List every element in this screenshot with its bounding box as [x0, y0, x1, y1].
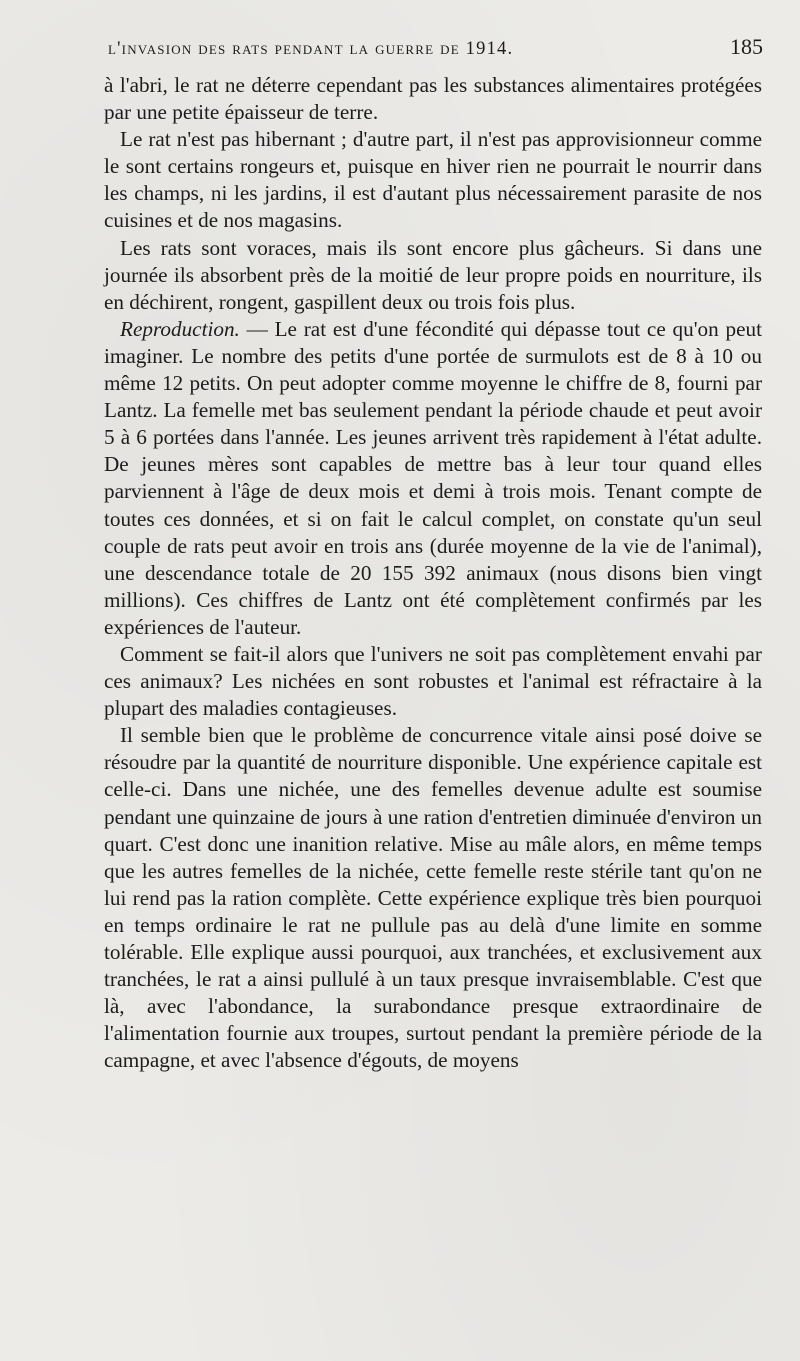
paragraph-hibernation: Le rat n'est pas hibernant ; d'autre part, il n'est pas approvisionneur comme le sont certains rongeurs et, puisque en hiver rien ne pourrait le nourrir dans les champs, ni les jardins, il est d'autant plus nécessairement parasite de nos cuisines et de nos magasins.: [104, 127, 762, 233]
paragraph-reproduction: [104, 316, 762, 641]
paragraph-continuation: à l'abri, le rat ne déterre cependant pas les substances alimentaires protégées par une petite épaisseur de terre.: [104, 73, 762, 125]
running-head: [108, 34, 763, 60]
section-lead-in-reproduction: Reproduction.: [120, 316, 240, 341]
body-text: [104, 72, 762, 1074]
running-title: l'invasion des rats pendant la guerre de 1914.: [108, 39, 514, 59]
paragraph-question: Comment se fait-il alors que l'univers ne soit pas complètement envahi par ces animaux? Les nichées en sont robustes et l'animal est réfractaire à la plupart des maladies contagieuses.: [104, 641, 762, 721]
reproduction-text: — Le rat est d'une fécondité qui dépasse tout ce qu'on peut imaginer. Le nombre des petits d'une portée de surmulots est de 8 à 10 ou même 12 petits. On peut adopter comme moyenne le chiffre de 8, fourni par Lantz. La femelle met bas seulement pendant la période chaude et peut avoir 5 à 6 portées dans l'année. Les jeunes arrivent très rapidement à l'état adulte. De jeunes mères sont capables de mettre bas à leur tour quand elles parviennent à l'âge de deux mois et demi à trois mois. Tenant compte de toutes ces données, et si on fait le calcul complet, on constate qu'un seul couple de rats peut avoir en trois ans (durée moyenne de la vie de l'animal), une descendance totale de 20 155 392 animaux (nous disons bien vingt millions). Ces chiffres de Lantz ont été complètement confirmés par les expériences de l'auteur.: [104, 316, 762, 639]
paragraph-experiment: Il semble bien que le problème de concurrence vitale ainsi posé doive se résoudre par la quantité de nourriture disponible. Une expérience capitale est celle-ci. Dans une nichée, une des femelles devenue adulte est soumise pendant une quinzaine de jours à une ration d'entretien diminuée d'environ un quart. C'est donc une inanition relative. Mise au mâle alors, en même temps que les autres femelles de la nichée, cette femelle reste stérile tant qu'on ne lui rend pas la ration complète. Cette expérience explique très bien pourquoi en temps ordinaire le rat ne pullule pas au delà d'une limite en somme tolérable. Elle explique aussi pourquoi, aux tranchées, et exclusivement aux tranchées, le rat a ainsi pullulé à un taux presque invraisemblable. C'est que là, avec l'abondance, la surabondance presque extraordinaire de l'alimentation fournie aux troupes, surtout pendant la première période de la campagne, et avec l'absence d'égouts, de moyens: [104, 723, 762, 1073]
paragraph-voracity: Les rats sont voraces, mais ils sont encore plus gâcheurs. Si dans une journée ils absorbent près de la moitié de leur propre poids en nourriture, ils en déchirent, rongent, gaspillent deux ou trois fois plus.: [104, 235, 762, 314]
page-number: 185: [730, 34, 763, 59]
